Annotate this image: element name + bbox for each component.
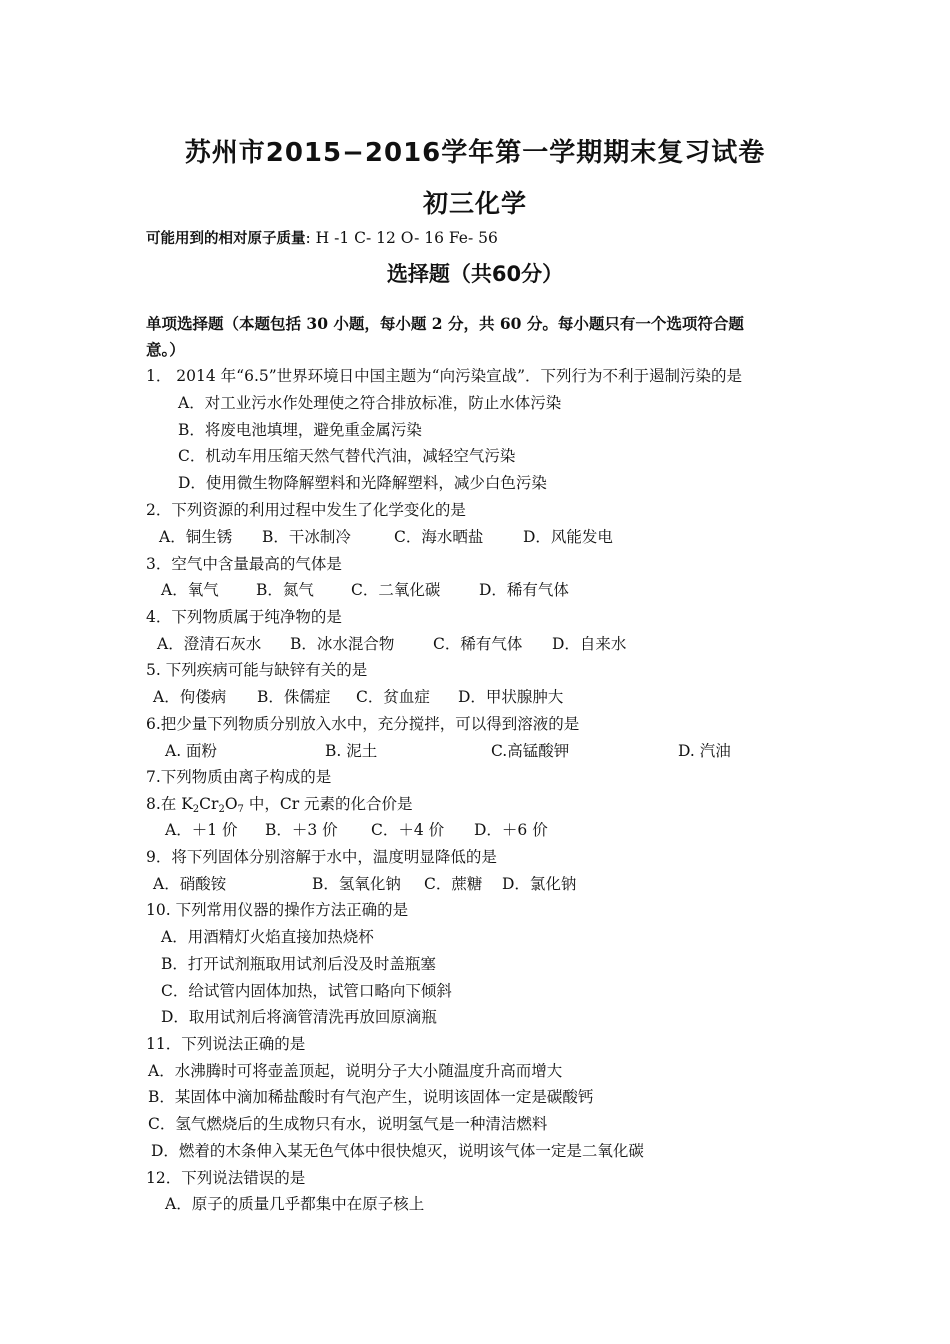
question-12-stem: 12．下列说法错误的是 [146,1169,306,1187]
question-8-option-b: B．＋3 价 [265,821,338,839]
question-6-option-b: B. 泥土 [325,742,378,760]
question-2-option-d: D．风能发电 [523,528,613,546]
question-3-option-b: B．氮气 [256,581,314,599]
question-7-stem: 7.下列物质由离子构成的是 [146,768,332,786]
section-title: 选择题（共60分） [386,262,564,286]
question-11-option-c: C．氢气燃烧后的生成物只有水，说明氢气是一种清洁燃料 [148,1115,548,1133]
question-5-option-b: B．侏儒症 [257,688,331,706]
question-3-option-a: A．氧气 [161,581,219,599]
atomic-mass-values: : H -1 C- 12 O- 16 Fe- 56 [305,229,498,247]
question-9-option-d: D．氯化钠 [502,875,577,893]
question-1-stem: 1． 2014 年“6.5”世界环境日中国主题为“向污染宣战”．下列行为不利于遏制污染的是 [146,367,743,385]
question-10-option-a: A．用酒精灯火焰直接加热烧杯 [161,928,374,946]
question-9-stem: 9．将下列固体分别溶解于水中，温度明显降低的是 [146,848,497,866]
question-5-option-d: D．甲状腺肿大 [458,688,564,706]
question-4-option-d: D．自来水 [552,635,627,653]
question-2-stem: 2．下列资源的利用过程中发生了化学变化的是 [146,501,466,519]
question-8-stem-prefix: 8.在 K [146,795,193,813]
question-8-formula-cr: Cr [199,795,219,813]
instructions-line-1 [146,314,744,334]
instructions-text: （本题包括 30 小题，每小题 2 分，共 60 分。每小题只有一个选项符合题 [223,314,744,333]
question-1-option-a: A．对工业污水作处理使之符合排放标准，防止水体污染 [178,394,562,412]
question-8-stem-suffix: 中，Cr 元素的化合价是 [243,795,413,813]
question-9-option-a: A．硝酸铵 [153,875,227,893]
question-8-option-d: D．＋6 价 [474,821,548,839]
question-12-option-a: A．原子的质量几乎都集中在原子核上 [165,1195,425,1213]
question-4-option-c: C．稀有气体 [433,635,523,653]
question-3-option-d: D．稀有气体 [479,581,569,599]
question-9-option-b: B．氢氧化钠 [312,875,401,893]
question-8-stem [146,794,413,814]
question-5-stem: 5. 下列疾病可能与缺锌有关的是 [146,661,368,679]
question-4-option-b: B．冰水混合物 [290,635,395,653]
question-6-option-c: C.高锰酸钾 [491,742,570,760]
atomic-mass-line [146,228,498,249]
question-8-option-c: C．＋4 价 [371,821,445,839]
question-8-subscript-2: 2 [218,804,225,815]
question-11-option-a: A．水沸腾时可将壶盖顶起，说明分子大小随温度升高而增大 [148,1062,563,1080]
question-4-stem: 4．下列物质属于纯净物的是 [146,608,342,626]
question-2-option-c: C．海水晒盐 [394,528,484,546]
exam-title: 苏州市2015−2016学年第一学期期末复习试卷 [184,138,766,168]
question-8-formula-o: O [224,795,238,813]
question-10-stem: 10. 下列常用仪器的操作方法正确的是 [146,901,409,919]
question-1-option-b: B．将废电池填埋，避免重金属污染 [178,421,422,439]
question-6-stem: 6.把少量下列物质分别放入水中，充分搅拌，可以得到溶液的是 [146,715,580,733]
question-10-option-b: B．打开试剂瓶取用试剂后没及时盖瓶塞 [161,955,436,973]
instructions-label: 单项选择题 [146,315,224,333]
question-11-stem: 11．下列说法正确的是 [146,1035,306,1053]
question-9-option-c: C．蔗糖 [424,875,483,893]
exam-subtitle: 初三化学 [422,189,527,218]
question-3-stem: 3．空气中含量最高的气体是 [146,555,342,573]
question-3-option-c: C．二氧化碳 [351,581,441,599]
question-8-subscript-1: 2 [192,804,200,815]
question-11-option-d: D．燃着的木条伸入某无色气体中很快熄灭，说明该气体一定是二氧化碳 [151,1142,644,1160]
question-6-option-a: A. 面粉 [165,742,218,760]
question-1-option-d: D．使用微生物降解塑料和光降解塑料，减少白色污染 [178,474,547,492]
question-5-option-c: C．贫血症 [356,688,430,706]
instructions-line-2: 意。） [146,340,185,359]
question-10-option-c: C．给试管内固体加热，试管口略向下倾斜 [161,982,452,1000]
question-2-option-b: B．干冰制冷 [262,528,351,546]
question-4-option-a: A．澄清石灰水 [157,635,262,653]
question-11-option-b: B．某固体中滴加稀盐酸时有气泡产生，说明该固体一定是碳酸钙 [148,1088,594,1106]
question-1-option-c: C．机动车用压缩天然气替代汽油，减轻空气污染 [178,447,516,465]
atomic-mass-label: 可能用到的相对原子质量 [146,231,306,247]
question-6-option-d: D. 汽油 [678,742,731,760]
question-8-option-a: A．＋1 价 [165,821,238,839]
question-10-option-d: D．取用试剂后将滴管清洗再放回原滴瓶 [161,1008,437,1026]
question-5-option-a: A．佝偻病 [153,688,227,706]
question-8-subscript-3: 7 [237,804,244,815]
question-2-option-a: A．铜生锈 [159,528,233,546]
